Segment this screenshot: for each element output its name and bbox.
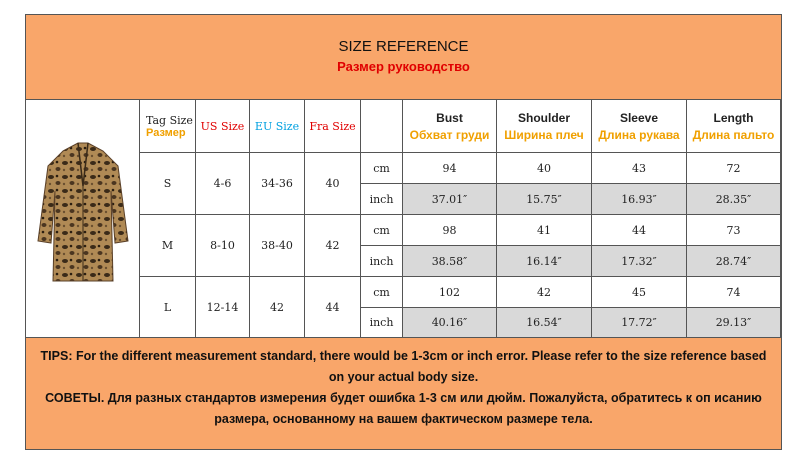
fra-size-header bbox=[305, 100, 361, 153]
bust-label: Bust bbox=[436, 110, 463, 125]
length-cm-m: 73 bbox=[687, 215, 781, 246]
unit-header bbox=[361, 100, 403, 153]
sleeve-inch-l: 17.72″ bbox=[592, 308, 687, 338]
product-image-cell bbox=[26, 100, 140, 338]
tag-size-m: M bbox=[140, 215, 196, 277]
eu-size-l: 42 bbox=[250, 277, 305, 338]
sleeve-header bbox=[592, 100, 687, 153]
fra-size-label: Fra Size bbox=[309, 119, 356, 133]
sleeve-cm-m: 44 bbox=[592, 215, 687, 246]
tag-size-ru-label: Размер bbox=[146, 126, 186, 139]
unit-inch: inch bbox=[361, 246, 403, 277]
eu-size-m: 38-40 bbox=[250, 215, 305, 277]
leopard-blazer-image bbox=[33, 131, 133, 306]
length-inch-m: 28.74″ bbox=[687, 246, 781, 277]
tag-size-s: S bbox=[140, 153, 196, 215]
sleeve-label: Sleeve bbox=[619, 110, 659, 125]
us-size-l: 12-14 bbox=[196, 277, 250, 338]
shoulder-cm-s: 40 bbox=[497, 153, 592, 184]
shoulder-inch-m: 16.14″ bbox=[497, 246, 592, 277]
unit-inch: inch bbox=[361, 308, 403, 338]
shoulder-inch-s: 15.75″ bbox=[497, 184, 592, 215]
length-label: Length bbox=[713, 110, 754, 125]
unit-cm: cm bbox=[361, 153, 403, 184]
sleeve-ru-label: Длина рукава bbox=[598, 127, 680, 142]
shoulder-header bbox=[497, 100, 592, 153]
sleeve-inch-m: 17.32″ bbox=[592, 246, 687, 277]
tag-size-l: L bbox=[140, 277, 196, 338]
header-title: SIZE REFERENCE bbox=[338, 38, 469, 55]
length-header bbox=[687, 100, 781, 153]
tips-english: TIPS: For the different measurement standard, there would be 1-3cm or inch error. Please refer to the size reference based on your actual body size. bbox=[40, 349, 767, 384]
shoulder-cm-m: 41 bbox=[497, 215, 592, 246]
header-subtitle: Размер руководство bbox=[337, 59, 470, 74]
bust-cm-s: 94 bbox=[403, 153, 497, 184]
length-inch-l: 29.13″ bbox=[687, 308, 781, 338]
us-size-s: 4-6 bbox=[196, 153, 250, 215]
tag-size-label: Tag Size bbox=[146, 113, 193, 127]
length-inch-s: 28.35″ bbox=[687, 184, 781, 215]
sleeve-cm-l: 45 bbox=[592, 277, 687, 308]
length-cm-l: 74 bbox=[687, 277, 781, 308]
unit-cm: cm bbox=[361, 277, 403, 308]
us-size-m: 8-10 bbox=[196, 215, 250, 277]
tips-russian: СОВЕТЫ. Для разных стандартов измерения будет ошибка 1-3 см или дюйм. Пожалуйста, обратитесь к оп исанию размера, основанному на вашем фактическом размере тела. bbox=[45, 391, 762, 426]
unit-inch: inch bbox=[361, 184, 403, 215]
eu-size-header: EU Size bbox=[250, 100, 305, 153]
shoulder-inch-l: 16.54″ bbox=[497, 308, 592, 338]
sleeve-inch-s: 16.93″ bbox=[592, 184, 687, 215]
bust-ru-label: Обхват груди bbox=[409, 127, 490, 142]
bust-inch-m: 38.58″ bbox=[403, 246, 497, 277]
fra-size-s: 40 bbox=[305, 153, 361, 215]
shoulder-label: Shoulder bbox=[517, 110, 570, 125]
fra-size-m: 42 bbox=[305, 215, 361, 277]
bust-cm-m: 98 bbox=[403, 215, 497, 246]
bust-inch-s: 37.01″ bbox=[403, 184, 497, 215]
size-reference-header bbox=[26, 15, 781, 100]
sleeve-cm-s: 43 bbox=[592, 153, 687, 184]
length-ru-label: Длина пальто bbox=[692, 127, 775, 142]
bust-inch-l: 40.16″ bbox=[403, 308, 497, 338]
eu-size-s: 34-36 bbox=[250, 153, 305, 215]
bust-header bbox=[403, 100, 497, 153]
length-cm-s: 72 bbox=[687, 153, 781, 184]
tag-size-header bbox=[140, 100, 196, 153]
shoulder-ru-label: Ширина плеч bbox=[504, 127, 584, 142]
shoulder-cm-l: 42 bbox=[497, 277, 592, 308]
tips-box bbox=[26, 338, 781, 449]
unit-cm: cm bbox=[361, 215, 403, 246]
us-size-header: US Size bbox=[196, 100, 250, 153]
fra-size-l: 44 bbox=[305, 277, 361, 338]
bust-cm-l: 102 bbox=[403, 277, 497, 308]
